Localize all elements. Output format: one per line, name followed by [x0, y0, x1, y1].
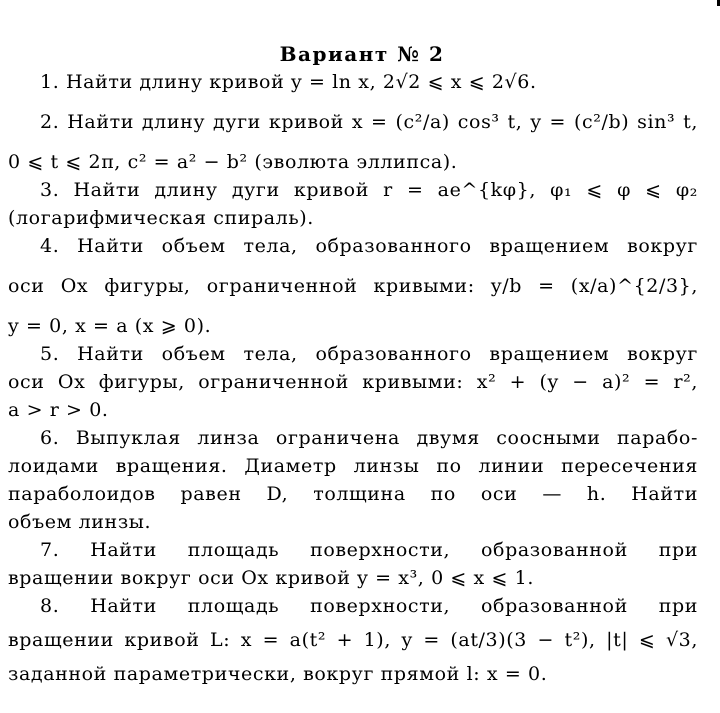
problem-line: 1. Найти длину кривой y = ln x, 2√2 ⩽ x ⩽ 2√6. — [40, 71, 537, 93]
problem-line: вращении кривой L: x = a(t² + 1), y = (at/3)(3 − t²), |t| ⩽ √3, — [8, 629, 698, 651]
problem-line: 2. Найти длину дуги кривой x = (c²/a) cos³ t, y = (c²/b) sin³ t, — [40, 111, 698, 133]
problem-8 — [8, 592, 698, 688]
problem-line: лоидами вращения. Диаметр линзы по линии пересечения — [8, 455, 698, 477]
problem-4 — [8, 232, 698, 340]
problem-line: 0 ⩽ t ⩽ 2π, c² = a² − b² (эволюта эллипса). — [8, 151, 458, 173]
document-page — [8, 40, 698, 688]
problem-line: 3. Найти длину дуги кривой r = ae^{kφ}, φ₁ ⩽ φ ⩽ φ₂ — [40, 179, 698, 201]
problem-line: (логарифмическая спираль). — [8, 207, 314, 229]
problem-7 — [8, 536, 698, 592]
problem-line: 8. Найти площадь поверхности, образованной при — [40, 595, 698, 617]
problem-line: объем линзы. — [8, 511, 152, 533]
problem-line: 6. Выпуклая линза ограничена двумя соосными парабо- — [40, 427, 698, 449]
problem-line: 7. Найти площадь поверхности, образованной при — [40, 539, 698, 561]
problem-line: 5. Найти объем тела, образованного вращением вокруг — [40, 343, 698, 365]
problem-3 — [8, 176, 698, 232]
problem-line: оси Ox фигуры, ограниченной кривыми: y/b = (x/a)^{2/3}, — [8, 275, 698, 297]
problem-line: a > r > 0. — [8, 399, 109, 421]
problem-line: оси Ox фигуры, ограниченной кривыми: x² + (y − a)² = r², — [8, 371, 698, 393]
problem-line: y = 0, x = a (x ⩾ 0). — [8, 315, 212, 337]
problem-5 — [8, 340, 698, 424]
problem-line: заданной параметрически, вокруг прямой l: x = 0. — [8, 663, 548, 685]
variant-title: Вариант № 2 — [279, 42, 445, 66]
problem-2 — [8, 96, 698, 176]
problem-6 — [8, 424, 698, 536]
problem-line: вращении вокруг оси Ox кривой y = x³, 0 ⩽ x ⩽ 1. — [8, 567, 535, 589]
problem-line: параболоидов равен D, толщина по оси — h. Найти — [8, 483, 698, 505]
problem-1 — [8, 68, 698, 96]
problem-line: 4. Найти объем тела, образованного вращением вокруг — [40, 235, 698, 257]
